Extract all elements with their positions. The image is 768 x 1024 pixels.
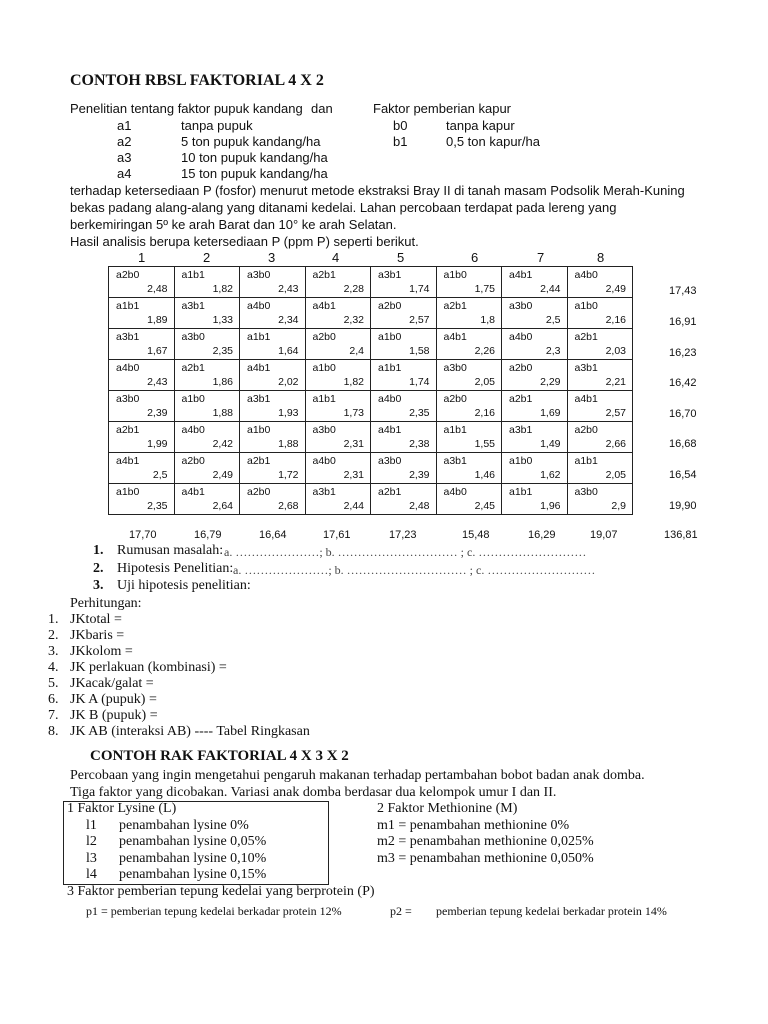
grid-cell [567,391,633,422]
factor-a-desc: 10 ton pupuk kandang/ha [181,150,328,165]
cell-value: 2,49 [605,283,626,295]
row-total: 16,42 [669,377,697,389]
grid-cell [305,329,371,360]
treatment-label: a4b1 [443,331,467,343]
grid-cell [174,422,240,453]
cell-value: 2,35 [212,345,233,357]
lysine-code: l3 [86,851,97,866]
treatment-label: a2b1 [181,362,205,374]
cell-value: 1,33 [212,314,233,326]
grid-cell [109,391,175,422]
treatment-label: a4b0 [116,362,140,374]
grid-row [109,298,633,329]
rbsl-title: CONTOH RBSL FAKTORIAL 4 X 2 [70,72,324,89]
calc-number: 5. [48,676,59,691]
grid-cell [174,267,240,298]
grid-cell [502,453,568,484]
row-total: 19,90 [669,500,697,512]
cell-value: 1,8 [480,314,495,326]
cell-value: 2,03 [605,345,626,357]
treatment-label: a4b0 [574,269,598,281]
calc-number: 4. [48,660,59,675]
grid-row [109,329,633,360]
methionine-level: m3 = penambahan methionine 0,050% [377,851,594,866]
cell-value: 2,02 [278,376,299,388]
factor-a-desc: tanpa pupuk [181,118,253,133]
grid-cell [240,267,306,298]
grid-row [109,453,633,484]
grid-cell [240,422,306,453]
cell-value: 2,35 [409,407,430,419]
column-total: 17,61 [323,529,351,541]
row-total: 16,54 [669,469,697,481]
grid-cell [240,298,306,329]
factor-a-desc: 5 ton pupuk kandang/ha [181,134,321,149]
grid-cell [436,484,502,515]
grid-row [109,484,633,515]
grid-cell [174,391,240,422]
cell-value: 1,82 [212,283,233,295]
question-number: 1. [93,543,104,558]
grid-cell [371,267,437,298]
cell-value: 1,46 [474,469,495,481]
perhitungan-label: Perhitungan: [70,596,142,611]
grid-cell [371,453,437,484]
grid-cell [240,360,306,391]
treatment-label: a4b1 [574,393,598,405]
grid-cell [371,484,437,515]
cell-value: 2,42 [212,438,233,450]
grid-cell [567,453,633,484]
treatment-label: a4b0 [443,486,467,498]
paragraph-line: Hasil analisis berupa ketersediaan P (ppm P) seperti berikut. [70,234,419,249]
cell-value: 2,28 [343,283,364,295]
factor-a-code: a4 [117,166,132,181]
grid-cell [567,422,633,453]
cell-value: 2,05 [605,469,626,481]
protein-level-p2-label: p2 = [390,904,412,918]
grid-cell [305,360,371,391]
treatment-label: a1b1 [312,393,336,405]
cell-value: 1,62 [540,469,561,481]
question-blanks: a. …………………; b. ………………………… ; c. ……………………… [233,563,596,577]
treatment-label: a3b1 [116,331,140,343]
paragraph-line: terhadap ketersediaan P (fosfor) menurut metode ekstraksi Bray II di tanah masam Podsolik Merah-Kuning [70,183,685,198]
treatment-label: a2b0 [443,393,467,405]
treatment-label: a1b1 [181,269,205,281]
treatment-label: a2b1 [443,300,467,312]
calc-item: JK perlakuan (kombinasi) = [70,660,227,675]
column-number: 8 [597,250,605,265]
calc-item: JKbaris = [70,628,125,643]
treatment-label: a3b0 [247,269,271,281]
cell-value: 2,29 [540,376,561,388]
factor-b-desc: 0,5 ton kapur/ha [446,134,540,149]
grid-cell [371,391,437,422]
question-blanks: a. …………………; b. ………………………… ; c. ……………………… [224,545,587,559]
cell-value: 1,64 [278,345,299,357]
cell-value: 1,82 [343,376,364,388]
question-label: Uji hipotesis penelitian: [117,578,251,593]
treatment-label: a3b1 [247,393,271,405]
cell-value: 1,72 [278,469,299,481]
question-label: Rumusan masalah: [117,543,224,558]
grid-cell [174,329,240,360]
grid-cell [567,298,633,329]
paragraph-line: berkemiringan 5º ke arah Barat dan 10° ke arah Selatan. [70,217,397,232]
row-total: 17,43 [669,285,697,297]
cell-value: 2,16 [474,407,495,419]
cell-value: 2,57 [409,314,430,326]
treatment-label: a3b0 [312,424,336,436]
grid-cell [436,329,502,360]
column-total: 15,48 [462,529,490,541]
treatment-label: a4b1 [509,269,533,281]
cell-value: 1,49 [540,438,561,450]
factor-protein-title: 3 Faktor pemberian tepung kedelai yang berprotein (P) [67,884,375,899]
treatment-label: a4b1 [247,362,271,374]
calc-number: 6. [48,692,59,707]
grid-cell [567,360,633,391]
treatment-label: a1b1 [574,455,598,467]
cell-value: 1,58 [409,345,430,357]
treatment-label: a2b1 [574,331,598,343]
treatment-label: a1b0 [378,331,402,343]
grid-cell [174,298,240,329]
factor-a-desc: 15 ton pupuk kandang/ha [181,166,328,181]
treatment-label: a4b0 [312,455,336,467]
column-number: 4 [332,250,340,265]
grid-cell [502,298,568,329]
grid-cell [502,484,568,515]
cell-value: 2,39 [147,407,168,419]
treatment-label: a1b1 [443,424,467,436]
cell-value: 2,44 [343,500,364,512]
treatment-label: a1b0 [312,362,336,374]
cell-value: 2,44 [540,283,561,295]
grid-cell [567,329,633,360]
rak-title: CONTOH RAK FAKTORIAL 4 X 3 X 2 [90,748,349,764]
grid-cell [240,484,306,515]
grid-cell [436,453,502,484]
grid-row [109,391,633,422]
treatment-label: a2b0 [378,300,402,312]
cell-value: 2,64 [212,500,233,512]
grid-cell [305,422,371,453]
calc-number: 3. [48,644,59,659]
row-total: 16,68 [669,438,697,450]
grid-cell [109,422,175,453]
treatment-label: a2b0 [509,362,533,374]
calc-number: 2. [48,628,59,643]
treatment-label: a3b0 [509,300,533,312]
column-number: 5 [397,250,405,265]
cell-value: 1,74 [409,283,430,295]
factor-b-desc: tanpa kapur [446,118,515,133]
treatment-label: a2b1 [509,393,533,405]
treatment-label: a4b1 [378,424,402,436]
treatment-label: a2b0 [312,331,336,343]
grid-cell [109,360,175,391]
grid-cell [567,484,633,515]
grid-cell [174,484,240,515]
treatment-label: a3b1 [574,362,598,374]
methionine-level: m1 = penambahan methionine 0% [377,818,570,833]
grid-cell [502,267,568,298]
cell-value: 1,75 [474,283,495,295]
factor-b-code: b1 [393,134,408,149]
grid-cell [109,267,175,298]
grid-cell [109,484,175,515]
protein-level-p2-desc: pemberian tepung kedelai berkadar protein 14% [436,904,667,918]
calc-item: JKacak/galat = [70,676,154,691]
lysine-desc: penambahan lysine 0,10% [119,851,267,866]
cell-value: 2,26 [474,345,495,357]
grid-cell [502,391,568,422]
column-total: 17,23 [389,529,417,541]
grid-cell [371,422,437,453]
treatment-label: a2b1 [378,486,402,498]
column-total: 17,70 [129,529,157,541]
grid-cell [436,391,502,422]
intro-dan: dan [311,101,333,116]
treatment-label: a3b0 [574,486,598,498]
grid-cell [305,453,371,484]
intro-right: Faktor pemberian kapur [373,101,512,116]
cell-value: 2,57 [605,407,626,419]
treatment-label: a3b0 [181,331,205,343]
column-total: 19,07 [590,529,618,541]
column-number: 2 [203,250,211,265]
factor-b-code: b0 [393,118,408,133]
cell-value: 2,68 [278,500,299,512]
calc-item: JK AB (interaksi AB) ---- Tabel Ringkasan [70,724,310,739]
treatment-label: a2b1 [116,424,140,436]
treatment-label: a4b0 [378,393,402,405]
cell-value: 2,48 [147,283,168,295]
treatment-label: a1b1 [378,362,402,374]
treatment-label: a4b1 [312,300,336,312]
experiment-grid [108,266,633,515]
cell-value: 1,93 [278,407,299,419]
grid-cell [371,329,437,360]
cell-value: 2,39 [409,469,430,481]
treatment-label: a3b1 [378,269,402,281]
rak-line: Tiga faktor yang dicobakan. Variasi anak domba berdasar dua kelompok umur I dan II. [70,785,557,800]
grid-cell [436,298,502,329]
cell-value: 2,16 [605,314,626,326]
grid-cell [305,298,371,329]
treatment-label: a2b0 [116,269,140,281]
treatment-label: a3b0 [116,393,140,405]
cell-value: 2,38 [409,438,430,450]
cell-value: 2,66 [605,438,626,450]
treatment-label: a2b0 [247,486,271,498]
cell-value: 1,88 [278,438,299,450]
cell-value: 2,05 [474,376,495,388]
grid-cell [305,267,371,298]
treatment-label: a3b0 [378,455,402,467]
cell-value: 1,55 [474,438,495,450]
column-number: 3 [268,250,276,265]
cell-value: 2,31 [343,438,364,450]
cell-value: 1,89 [147,314,168,326]
column-total: 16,79 [194,529,222,541]
treatment-label: a2b0 [574,424,598,436]
cell-value: 1,69 [540,407,561,419]
cell-value: 2,43 [278,283,299,295]
treatment-label: a2b1 [312,269,336,281]
grid-row [109,267,633,298]
cell-value: 1,86 [212,376,233,388]
cell-value: 2,4 [349,345,364,357]
treatment-label: a4b0 [247,300,271,312]
row-total: 16,91 [669,316,697,328]
cell-value: 1,67 [147,345,168,357]
lysine-code: l1 [86,818,97,833]
cell-value: 1,99 [147,438,168,450]
factor-methionine-title: 2 Faktor Methionine (M) [377,801,518,816]
cell-value: 2,48 [409,500,430,512]
grid-cell [567,267,633,298]
cell-value: 2,32 [343,314,364,326]
treatment-label: a1b0 [181,393,205,405]
treatment-label: a2b0 [181,455,205,467]
grid-cell [371,360,437,391]
cell-value: 1,88 [212,407,233,419]
treatment-label: a4b0 [181,424,205,436]
paragraph-line: bekas padang alang-alang yang ditanami kedelai. Lahan percobaan terdapat pada lereng yang [70,200,617,215]
methionine-level: m2 = penambahan methionine 0,025% [377,834,594,849]
treatment-label: a3b1 [443,455,467,467]
treatment-label: a1b0 [247,424,271,436]
rak-line: Percobaan yang ingin mengetahui pengaruh makanan terhadap pertambahan bobot badan anak domba. [70,768,645,783]
question-number: 3. [93,578,104,593]
protein-level-p1: p1 = pemberian tepung kedelai berkadar protein 12% [86,904,342,918]
column-number: 7 [537,250,545,265]
cell-value: 2,5 [545,314,561,326]
treatment-label: a1b1 [247,331,271,343]
calc-number: 7. [48,708,59,723]
grid-cell [502,360,568,391]
question-number: 2. [93,561,104,576]
grid-cell [109,453,175,484]
treatment-label: a3b1 [312,486,336,498]
intro-left: Penelitian tentang faktor pupuk kandang [70,101,303,116]
cell-value: 2,31 [343,469,364,481]
grand-total: 136,81 [664,529,698,541]
lysine-desc: penambahan lysine 0% [119,818,249,833]
calc-item: JK B (pupuk) = [70,708,158,723]
calc-number: 8. [48,724,59,739]
cell-value: 2,34 [278,314,299,326]
cell-value: 1,96 [540,500,561,512]
factor-a-code: a2 [117,134,132,149]
cell-value: 2,3 [545,345,561,357]
column-total: 16,64 [259,529,287,541]
calc-item: JKkolom = [70,644,133,659]
treatment-label: a3b0 [443,362,467,374]
grid-cell [502,329,568,360]
cell-value: 1,74 [409,376,430,388]
treatment-label: a3b1 [181,300,205,312]
lysine-desc: penambahan lysine 0,15% [119,867,267,882]
grid-row [109,360,633,391]
treatment-label: a2b1 [247,455,271,467]
treatment-label: a1b0 [574,300,598,312]
factor-a-code: a3 [117,150,132,165]
cell-value: 2,21 [605,376,626,388]
treatment-label: a1b0 [509,455,533,467]
row-total: 16,23 [669,347,697,359]
cell-value: 2,49 [212,469,233,481]
lysine-code: l4 [86,867,97,882]
grid-cell [174,360,240,391]
treatment-label: a1b1 [116,300,140,312]
row-total: 16,70 [669,408,697,420]
grid-cell [305,391,371,422]
cell-value: 2,9 [611,500,626,512]
grid-cell [240,329,306,360]
treatment-label: a1b0 [116,486,140,498]
treatment-label: a4b1 [116,455,140,467]
grid-cell [240,453,306,484]
grid-cell [436,267,502,298]
cell-value: 2,45 [474,500,495,512]
treatment-label: a3b1 [509,424,533,436]
grid-cell [436,422,502,453]
cell-value: 2,35 [147,500,168,512]
grid-cell [240,391,306,422]
grid-cell [502,422,568,453]
treatment-label: a1b1 [509,486,533,498]
treatment-label: a4b1 [181,486,205,498]
lysine-code: l2 [86,834,97,849]
grid-cell [371,298,437,329]
column-number: 1 [138,250,146,265]
grid-cell [109,298,175,329]
calc-number: 1. [48,612,59,627]
calc-item: JKtotal = [70,612,122,627]
column-number: 6 [471,250,479,265]
grid-cell [174,453,240,484]
cell-value: 2,5 [152,469,168,481]
grid-cell [436,360,502,391]
cell-value: 2,43 [147,376,168,388]
treatment-label: a1b0 [443,269,467,281]
question-label: Hipotesis Penelitian: [117,561,234,576]
grid-cell [109,329,175,360]
treatment-label: a4b0 [509,331,533,343]
grid-row [109,422,633,453]
lysine-desc: penambahan lysine 0,05% [119,834,267,849]
calc-item: JK A (pupuk) = [70,692,157,707]
factor-lysine-title: 1 Faktor Lysine (L) [67,801,177,816]
factor-a-code: a1 [117,118,132,133]
cell-value: 1,73 [343,407,364,419]
column-total: 16,29 [528,529,556,541]
grid-cell [305,484,371,515]
